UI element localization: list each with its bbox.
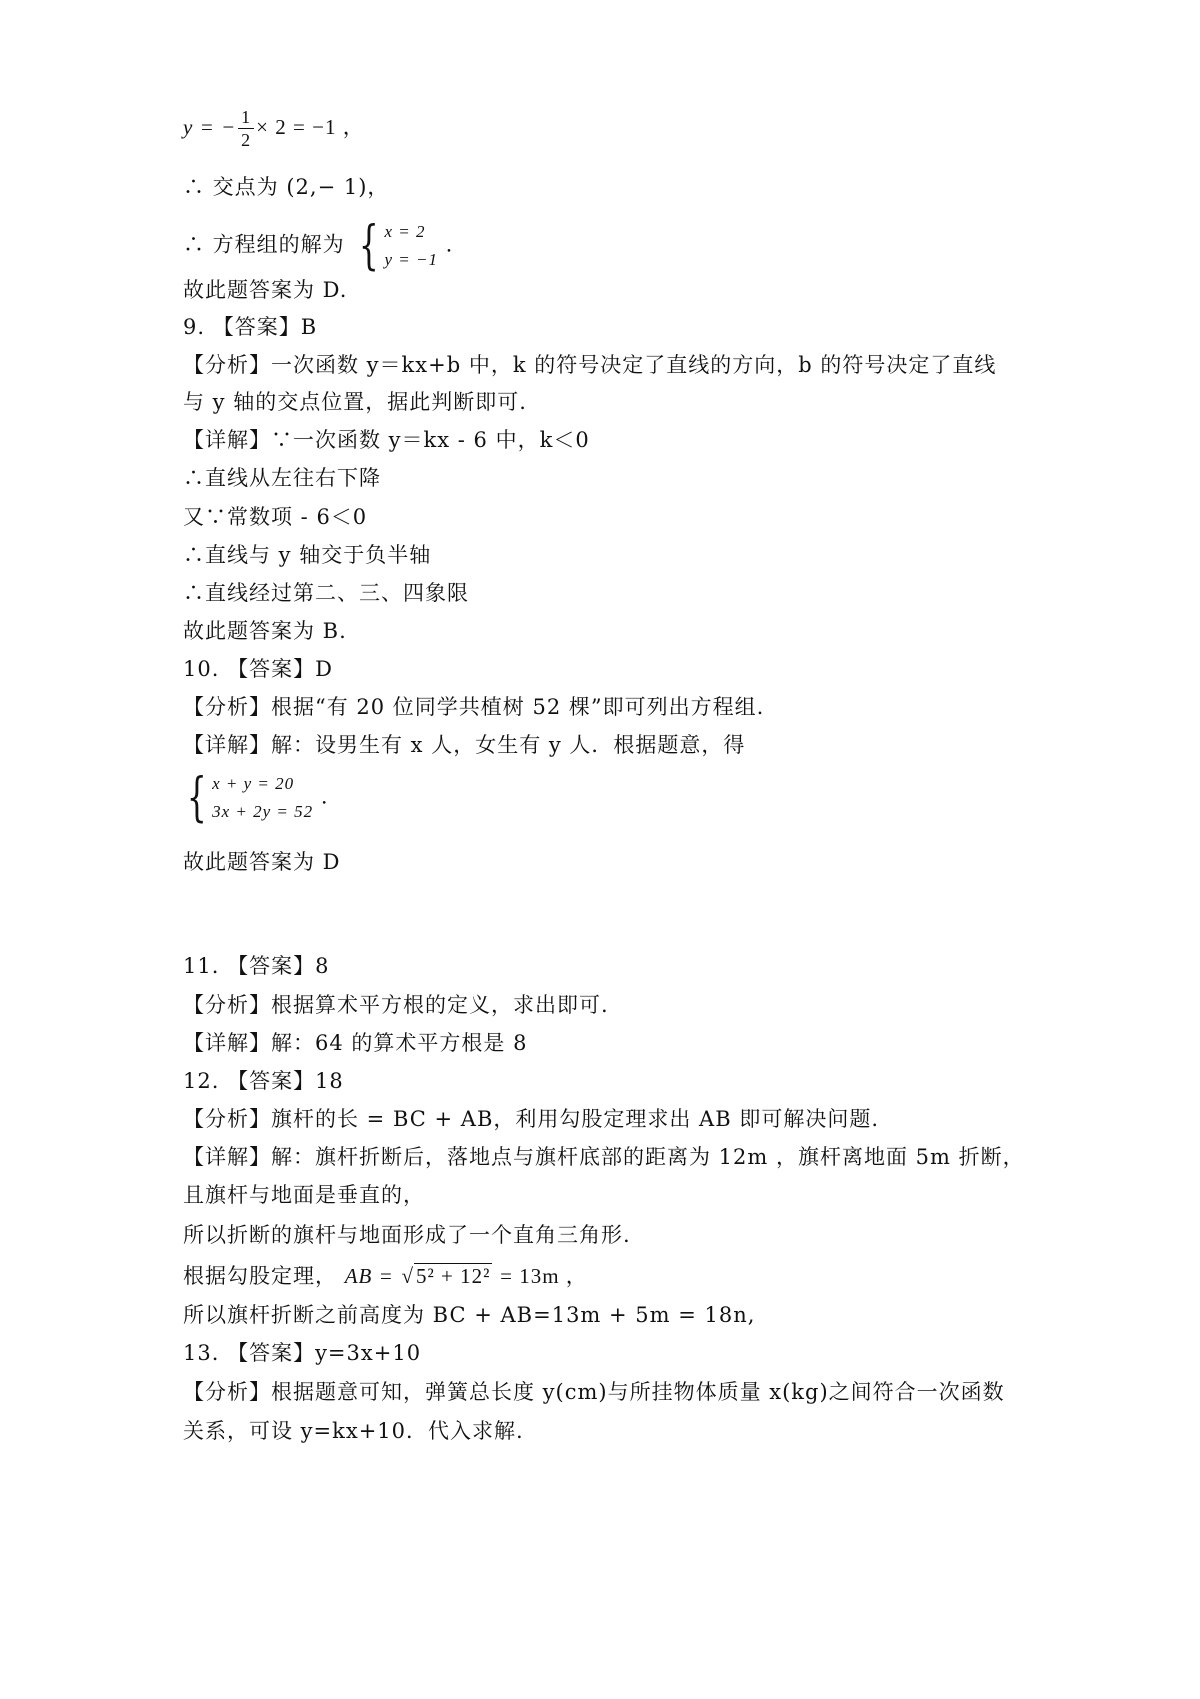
- equation-line: [183, 1261, 588, 1291]
- fraction-numerator: 1: [238, 106, 254, 129]
- text-line: 根据勾股定理，: [183, 1264, 337, 1288]
- brace-icon: {: [186, 768, 208, 828]
- text-line: 【分析】一次函数 y＝kx+b 中，k 的符号决定了直线的方向，b 的符号决定了直线: [183, 353, 997, 377]
- equation-text: × 2 = −1 ，: [256, 115, 365, 139]
- system-line: [180, 770, 329, 826]
- text-line: 且旗杆与地面是垂直的，: [183, 1183, 425, 1207]
- equation-text: = 13m ，: [500, 1264, 588, 1288]
- equation-text: y = −: [183, 115, 237, 139]
- system-row: 3x + 2y = 52: [212, 802, 314, 821]
- text-line: 所以旗杆折断之前高度为 BC + AB=13m + 5m = 18n,: [183, 1303, 756, 1327]
- text-line: 【分析】根据算术平方根的定义，求出即可.: [183, 993, 609, 1017]
- fraction-denominator: 2: [241, 130, 252, 150]
- radical: √5² + 12²: [401, 1264, 491, 1288]
- equation-line: [183, 106, 365, 151]
- fraction: [238, 106, 254, 151]
- text-line: 【详解】解：64 的算术平方根是 8: [183, 1031, 528, 1055]
- equation-text: AB =: [344, 1264, 394, 1288]
- system-row: y = −1: [384, 250, 438, 269]
- radicand: 5² + 12²: [415, 1264, 491, 1288]
- text-line: ∴直线经过第二、三、四象限: [183, 581, 469, 605]
- text-line: 【分析】根据“有 20 位同学共植树 52 棵”即可列出方程组.: [183, 695, 765, 719]
- text-line: ∴直线与 y 轴交于负半轴: [183, 543, 432, 567]
- brace-icon: {: [359, 216, 380, 276]
- text-line: 【分析】旗杆的长 = BC + AB，利用勾股定理求出 AB 即可解决问题.: [183, 1107, 880, 1131]
- system-rows: [212, 770, 313, 826]
- text-line: 【详解】解：旗杆折断后，落地点与旗杆底部的距离为 12m ，旗杆离地面 5m 折断，: [183, 1145, 1025, 1169]
- text-line: ∴直线从左往右下降: [183, 466, 381, 490]
- question-heading: 9. 【答案】B: [183, 315, 318, 339]
- text-line: 【详解】∵一次函数 y＝kx - 6 中，k＜0: [183, 428, 590, 452]
- question-heading: 12. 【答案】18: [183, 1069, 344, 1093]
- text-line: 与 y 轴的交点位置，据此判断即可.: [183, 390, 527, 414]
- system-line: [183, 218, 453, 274]
- text-line: ∴ 方程组的解为: [183, 232, 345, 257]
- text-line: 所以折断的旗杆与地面形成了一个直角三角形.: [183, 1223, 631, 1247]
- text-line: 关系，可设 y=kx+10．代入求解.: [183, 1419, 524, 1443]
- system-row: x = 2: [384, 222, 426, 241]
- system-rows: [384, 218, 438, 274]
- system-row: x + y = 20: [212, 774, 295, 793]
- question-heading: 10. 【答案】D: [183, 657, 333, 681]
- text-line: 【详解】解：设男生有 x 人，女生有 y 人．根据题意，得: [183, 733, 746, 757]
- equation-system: [180, 770, 313, 826]
- punctuation: .: [445, 232, 454, 257]
- text-line: ∴ 交点为 (2,− 1)，: [183, 175, 390, 199]
- text-line: 故此题答案为 D.: [183, 278, 348, 302]
- text-line: 又∵常数项 - 6＜0: [183, 505, 368, 529]
- punctuation: .: [320, 784, 329, 809]
- text-line: 【分析】根据题意可知，弹簧总长度 y(cm)与所挂物体质量 x(kg)之间符合一次函数: [183, 1380, 1005, 1404]
- question-heading: 13. 【答案】y=3x+10: [183, 1341, 422, 1365]
- text-line: 故此题答案为 B.: [183, 619, 347, 643]
- question-heading: 11. 【答案】8: [183, 954, 330, 978]
- equation-system: [352, 218, 438, 274]
- text-line: 故此题答案为 D: [183, 850, 341, 874]
